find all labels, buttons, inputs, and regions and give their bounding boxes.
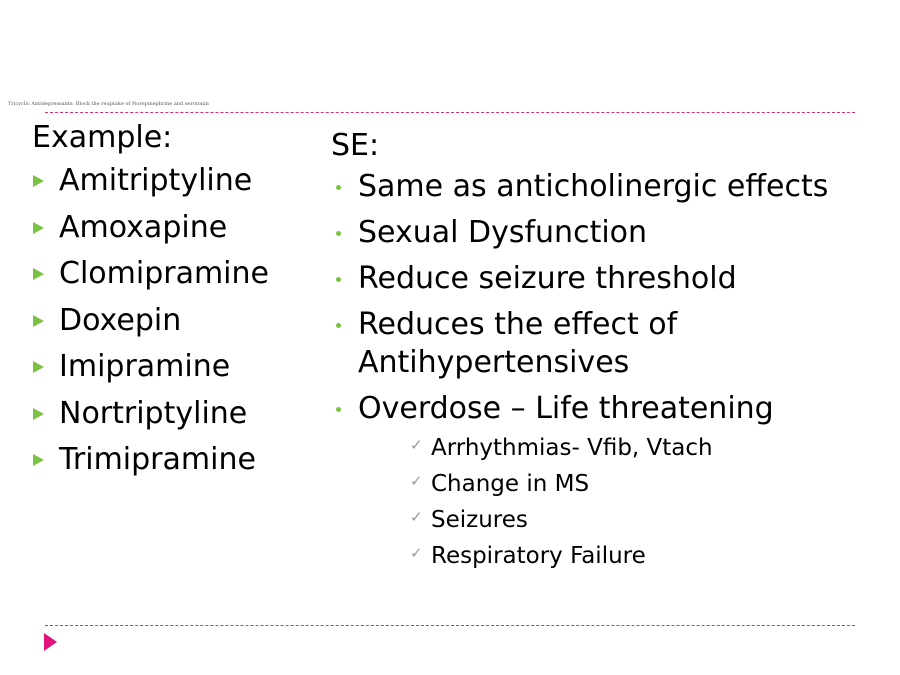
triangle-bullet-icon bbox=[33, 268, 44, 280]
sub-list-item-label: Respiratory Failure bbox=[431, 543, 646, 569]
list-item-label: Nortriptyline bbox=[59, 395, 248, 431]
examples-column bbox=[32, 118, 322, 484]
check-icon: ✓ bbox=[410, 544, 423, 562]
list-item bbox=[32, 205, 322, 252]
dot-bullet-icon bbox=[336, 323, 341, 328]
triangle-bullet-icon bbox=[33, 408, 44, 420]
check-icon: ✓ bbox=[410, 436, 423, 454]
list-item bbox=[331, 390, 891, 574]
sub-list-item bbox=[410, 466, 891, 502]
dot-bullet-icon bbox=[336, 277, 341, 282]
examples-heading: Example: bbox=[32, 120, 173, 155]
bottom-divider bbox=[45, 625, 855, 626]
triangle-bullet-icon bbox=[33, 315, 44, 327]
check-icon: ✓ bbox=[410, 472, 423, 490]
sub-list-item-label: Seizures bbox=[431, 507, 528, 533]
sub-list-item bbox=[410, 538, 891, 574]
side-effects-list bbox=[331, 168, 891, 574]
list-item-label: Same as anticholinergic effects bbox=[358, 169, 829, 204]
side-effects-column bbox=[331, 126, 891, 582]
overdose-sublist bbox=[410, 430, 891, 574]
slide-title: Tricyclic Antidepressants: Block the reuptake of Norepinephrine and serotonin bbox=[8, 101, 209, 107]
sub-list-item bbox=[410, 430, 891, 466]
sub-list-item-label: Change in MS bbox=[431, 471, 590, 497]
list-item bbox=[331, 168, 891, 206]
triangle-bullet-icon bbox=[33, 222, 44, 234]
list-item bbox=[32, 391, 322, 438]
side-effects-heading: SE: bbox=[331, 128, 380, 163]
dot-bullet-icon bbox=[336, 185, 341, 190]
list-item bbox=[32, 158, 322, 205]
dot-bullet-icon bbox=[336, 407, 341, 412]
list-item-label: Reduce seizure threshold bbox=[358, 261, 737, 296]
list-item-label: Overdose – Life threatening bbox=[358, 391, 774, 426]
triangle-bullet-icon bbox=[33, 361, 44, 373]
list-item-label: Amoxapine bbox=[59, 209, 228, 245]
sub-list-item-label: Arrhythmias- Vfib, Vtach bbox=[431, 435, 713, 461]
list-item-label: Reduces the effect of Antihypertensives bbox=[358, 307, 678, 380]
list-item bbox=[32, 437, 322, 484]
list-item bbox=[32, 298, 322, 345]
examples-list bbox=[32, 158, 322, 484]
list-item-label: Sexual Dysfunction bbox=[358, 215, 648, 250]
list-item-label: Amitriptyline bbox=[59, 163, 253, 198]
check-icon: ✓ bbox=[410, 508, 423, 526]
triangle-bullet-icon bbox=[33, 175, 44, 187]
list-item bbox=[331, 306, 891, 382]
triangle-bullet-icon bbox=[33, 454, 44, 466]
list-item-label: Trimipramine bbox=[59, 442, 256, 477]
play-arrow-icon[interactable] bbox=[44, 633, 57, 651]
list-item-label: Doxepin bbox=[59, 302, 182, 338]
list-item bbox=[32, 344, 322, 391]
list-item-label: Clomipramine bbox=[59, 256, 269, 291]
list-item bbox=[32, 251, 322, 298]
list-item bbox=[331, 260, 891, 298]
list-item bbox=[331, 214, 891, 252]
sub-list-item bbox=[410, 502, 891, 538]
dot-bullet-icon bbox=[336, 231, 341, 236]
top-divider bbox=[45, 112, 855, 113]
list-item-label: Imipramine bbox=[59, 349, 231, 384]
